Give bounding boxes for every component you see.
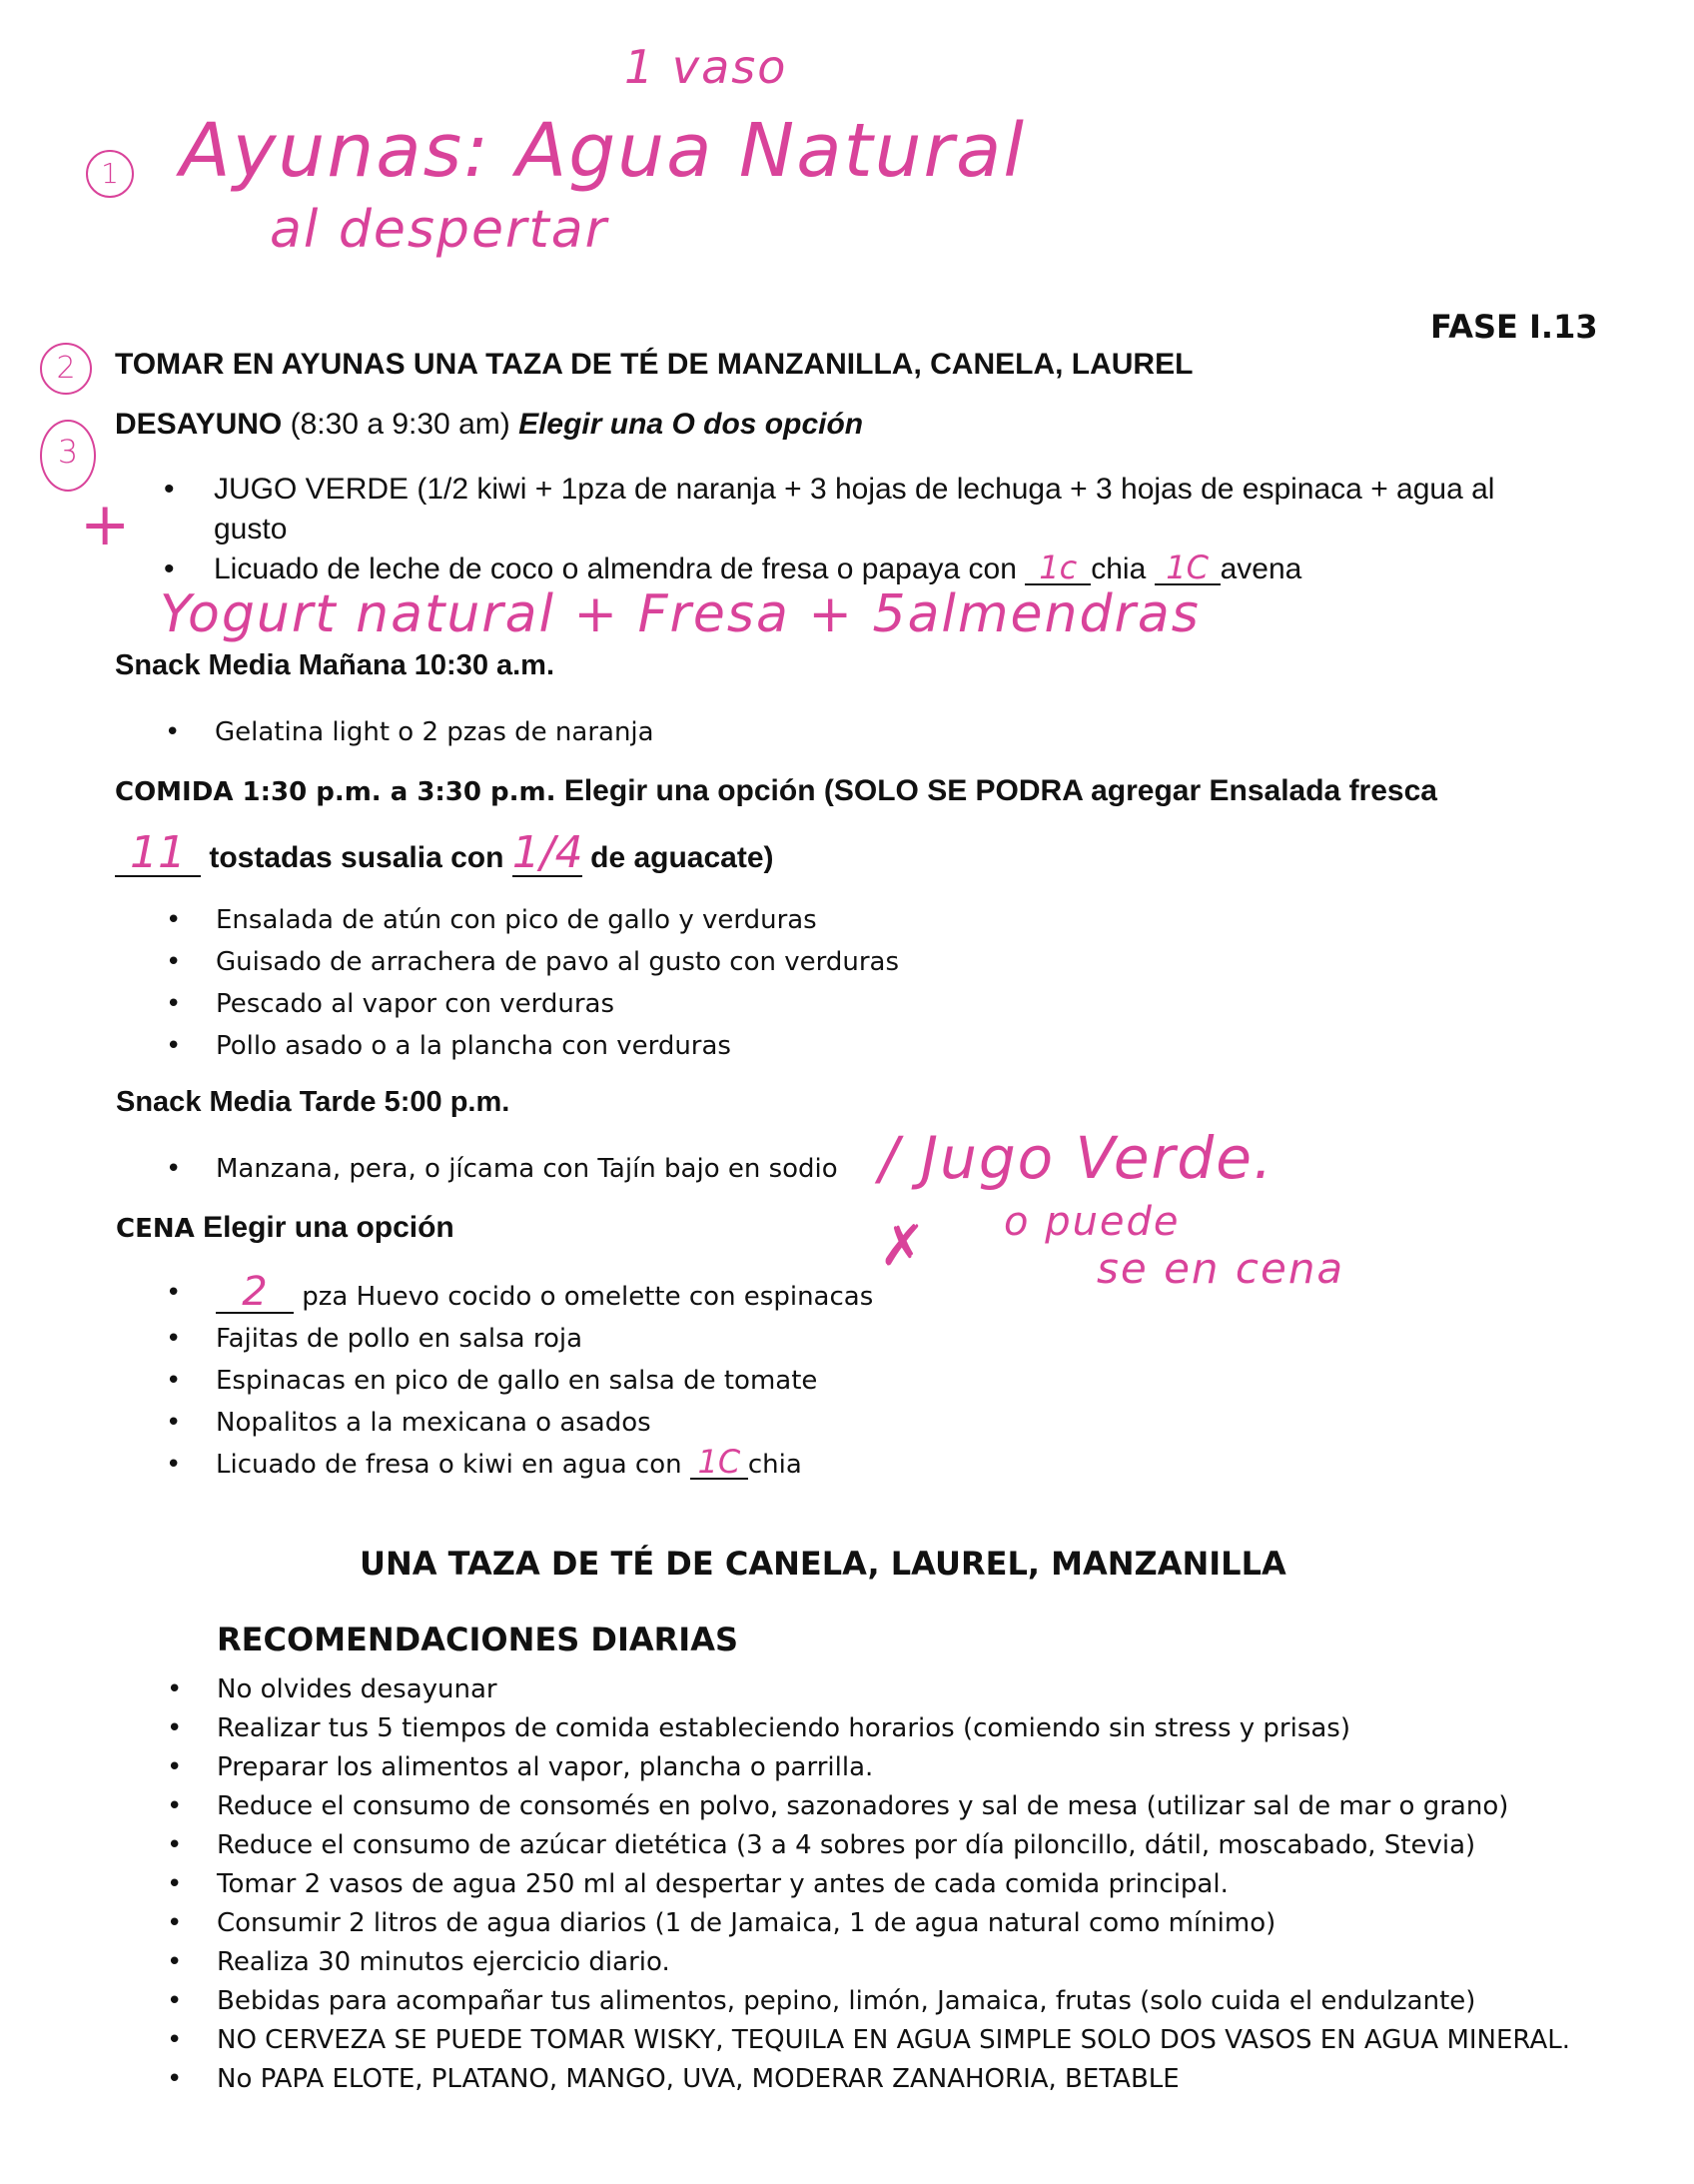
tostadas-amount-blank: 11 [115, 831, 201, 877]
list-item: • Licuado de leche de coco o almendra de fresa o papaya con 1c chia 1C avena [214, 549, 1494, 589]
lunch-list [216, 899, 899, 1067]
list-item: • Preparar los alimentos al vapor, plancha o parrilla. [217, 1748, 1570, 1787]
list-item: • Licuado de fresa o kiwi en agua con 1C chia [216, 1444, 873, 1486]
breakfast-list [214, 470, 1494, 589]
list-item: • Nopalitos a la mexicana o asados [216, 1402, 873, 1444]
list-item: • Pescado al vapor con verduras [216, 983, 899, 1025]
breakfast-instruction: Elegir una O dos opción [518, 408, 864, 441]
list-item-continuation: gusto [214, 513, 288, 546]
lunch-instruction: Elegir una opción (SOLO SE PODRA agregar Ensalada fresca [555, 774, 1437, 807]
dinner-instruction: Elegir una opción [194, 1211, 454, 1244]
recommendations-list [217, 1670, 1570, 2099]
list-item: • Consumir 2 litros de agua diarios (1 de Jamaica, 1 de agua natural como mínimo) [217, 1904, 1570, 1943]
list-item: • No olvides desayunar [217, 1670, 1570, 1709]
list-item: • NO CERVEZA SE PUEDE TOMAR WISKY, TEQUILA EN AGUA SIMPLE SOLO DOS VASOS EN AGUA MINERAL. [217, 2021, 1570, 2060]
list-item: • Tomar 2 vasos de agua 250 ml al despertar y antes de cada comida principal. [217, 1865, 1570, 1904]
handwritten-vaso-note: 1 vaso [624, 40, 788, 94]
list-item: • Realiza 30 minutos ejercicio diario. [217, 1943, 1570, 1982]
snack-afternoon-list [216, 1149, 838, 1189]
handwritten-cena-note: se en cena [1097, 1244, 1345, 1293]
fasting-tea-heading: TOMAR EN AYUNAS UNA TAZA DE TÉ DE MANZANILLA, CANELA, LAUREL [115, 348, 1194, 381]
dinner-list [216, 1269, 874, 1486]
evening-tea-heading: UNA TAZA DE TÉ DE CANELA, LAUREL, MANZANILLA [360, 1545, 1286, 1583]
snack-morning-list [215, 712, 654, 752]
breakfast-heading [115, 408, 863, 442]
handwritten-puede-note: o puede [1004, 1199, 1181, 1245]
handwritten-jugo-note: / Jugo Verde. [879, 1124, 1274, 1192]
lunch-time: COMIDA 1:30 p.m. a 3:30 p.m. [115, 777, 556, 807]
phase-label: FASE I.13 [1430, 308, 1598, 346]
list-item: • Gelatina light o 2 pzas de naranja [215, 712, 654, 752]
list-item: • Ensalada de atún con pico de gallo y verduras [216, 899, 899, 941]
snack-morning-heading: Snack Media Mañana 10:30 a.m. [115, 649, 555, 681]
dinner-heading [116, 1211, 454, 1245]
list-item: • Manzana, pera, o jícama con Tajín bajo en sodio [216, 1149, 838, 1189]
list-item: • 2 pza Huevo cocido o omelette con espinacas [216, 1272, 873, 1318]
chia-amount-blank: 1c [1025, 551, 1091, 585]
handwritten-yogurt-note: Yogurt natural + Fresa + 5almendras [160, 584, 1201, 644]
list-item: • Pollo asado o a la plancha con verduras [216, 1025, 899, 1067]
handwritten-marker-1: 1 [86, 150, 134, 198]
handwritten-ayunas-note: Ayunas: Agua Natural [180, 108, 1026, 194]
list-item: • JUGO VERDE (1/2 kiwi + 1pza de naranja + 3 hojas de lechuga + 3 hojas de espinaca + agua al [214, 470, 1494, 510]
breakfast-time: (8:30 a 9:30 am) [282, 408, 519, 441]
list-item: • Realizar tus 5 tiempos de comida estableciendo horarios (comiendo sin stress y prisas) [217, 1709, 1570, 1748]
list-item: • Guisado de arrachera de pavo al gusto con verduras [216, 941, 899, 983]
list-item: • Bebidas para acompañar tus alimentos, pepino, limón, Jamaica, frutas (solo cuida el endulzante) [217, 1982, 1570, 2021]
dinner-label: CENA [116, 1214, 195, 1244]
chia-dinner-blank: 1C [690, 1446, 748, 1480]
recommendations-title: RECOMENDACIONES DIARIAS [217, 1621, 739, 1658]
handwritten-plus-mark: + [80, 490, 133, 559]
handwritten-marker-2: 2 [40, 343, 92, 395]
handwritten-marker-3: 3 [40, 420, 96, 492]
list-item: • No PAPA ELOTE, PLATANO, MANGO, UVA, MODERAR ZANAHORIA, BETABLE [217, 2060, 1570, 2099]
list-item: • Fajitas de pollo en salsa roja [216, 1318, 873, 1360]
aguacate-amount-blank: 1/4 [511, 827, 583, 878]
lunch-tostadas-line: 11 tostadas susalia con 1/4 de aguacate) [115, 831, 774, 877]
list-item: • Espinacas en pico de gallo en salsa de tomate [216, 1360, 873, 1402]
avena-amount-blank: 1C [1155, 551, 1221, 585]
list-item: • Reduce el consumo de consomés en polvo, sazonadores y sal de mesa (utilizar sal de mar o grano) [217, 1787, 1570, 1826]
list-item: • Reduce el consumo de azúcar dietética (3 a 4 sobres por día piloncillo, dátil, moscabado, Stevia) [217, 1826, 1570, 1865]
snack-afternoon-heading: Snack Media Tarde 5:00 p.m. [116, 1086, 510, 1118]
huevo-amount-blank: 2 [216, 1272, 294, 1314]
lunch-heading [115, 774, 1437, 808]
breakfast-title: DESAYUNO [115, 408, 283, 441]
handwritten-despertar-note: al despertar [270, 200, 608, 260]
handwritten-x-mark: ✗ [879, 1214, 928, 1279]
